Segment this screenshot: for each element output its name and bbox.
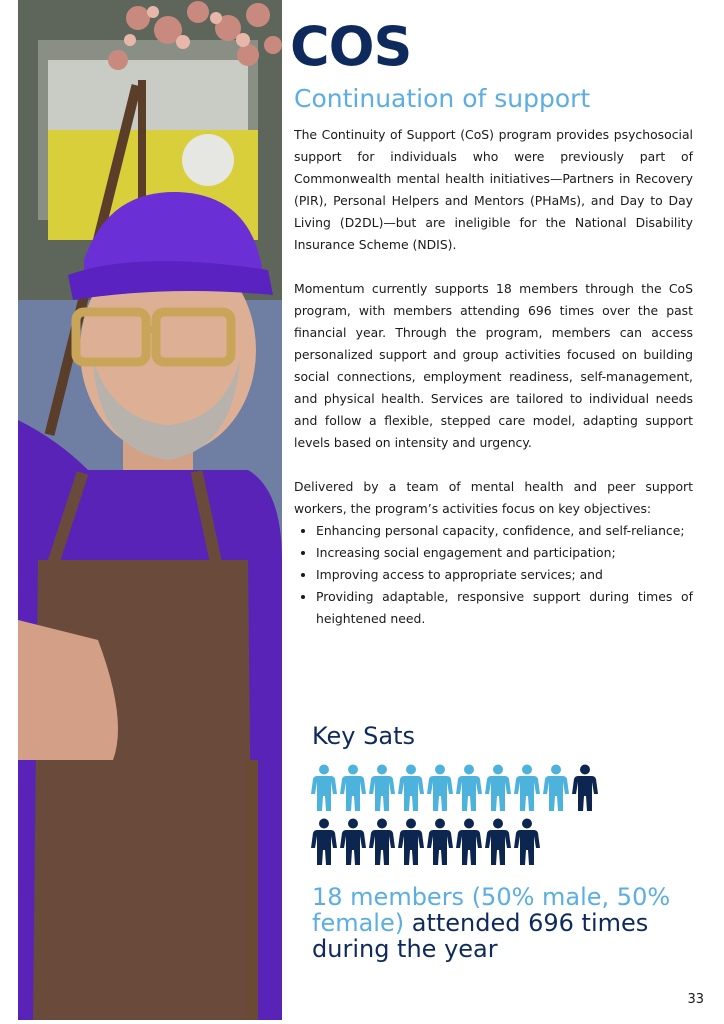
person-icon — [456, 764, 482, 812]
person-icon — [485, 764, 511, 812]
person-icon — [311, 764, 337, 812]
person-icon — [340, 818, 366, 866]
list-item: • Enhancing personal capacity, confidence, and self-reliance; — [316, 520, 693, 542]
body-text — [294, 124, 693, 630]
photo-illustration — [18, 0, 282, 1020]
person-icon — [427, 764, 453, 812]
page-title: COS — [290, 15, 412, 78]
person-icon — [369, 764, 395, 812]
key-stats-heading: Key Sats — [312, 722, 415, 750]
person-icon — [485, 818, 511, 866]
person-icon — [514, 818, 540, 866]
person-icon — [456, 818, 482, 866]
summary-highlight: 18 members (50% male, 50% female) — [312, 883, 671, 937]
page-subtitle: Continuation of support — [294, 84, 591, 113]
objectives-list — [294, 520, 693, 630]
members-paragraph: Momentum currently supports 18 members through the CoS program, with members attending 696 times over the past financial year. Through the program, members can access personalized support and group activities focused on building social connections, employment readiness, self-management, and physical health. Services are tailored to individual needs and follow a flexible, stepped care model, adapting support levels based on intensity and urgency. — [294, 281, 693, 450]
member-icon-row — [311, 818, 611, 866]
person-icon — [398, 818, 424, 866]
list-item: • Increasing social engagement and participation; — [316, 542, 693, 564]
person-icon — [514, 764, 540, 812]
person-icon — [369, 818, 395, 866]
page-number: 33 — [687, 992, 704, 1007]
person-icon — [572, 764, 598, 812]
intro-paragraph: The Continuity of Support (CoS) program provides psychosocial support for individuals who were previously part of Commonwealth mental health initiatives—Partners in Recovery (PIR), Personal Helpers and Mentors (PHaMs), and Day to Day Living (D2DL)—but are ineligible for the National Disability Insurance Scheme (NDIS). — [294, 127, 693, 252]
list-item: • Providing adaptable, responsive support during times of heightened need. — [316, 586, 693, 630]
list-item: • Improving access to appropriate services; and — [316, 564, 693, 586]
member-icon-grid — [311, 764, 611, 872]
cover-photo — [18, 0, 282, 1020]
member-icon-row — [311, 764, 611, 812]
person-icon — [340, 764, 366, 812]
person-icon — [311, 818, 337, 866]
person-icon — [427, 818, 453, 866]
person-icon — [543, 764, 569, 812]
summary-rest: attended 696 times during the year — [312, 909, 649, 963]
delivery-paragraph: Delivered by a team of mental health and peer support workers, the program’s activities focus on key objectives: — [294, 479, 693, 516]
person-icon — [398, 764, 424, 812]
key-stats-summary — [312, 884, 692, 962]
